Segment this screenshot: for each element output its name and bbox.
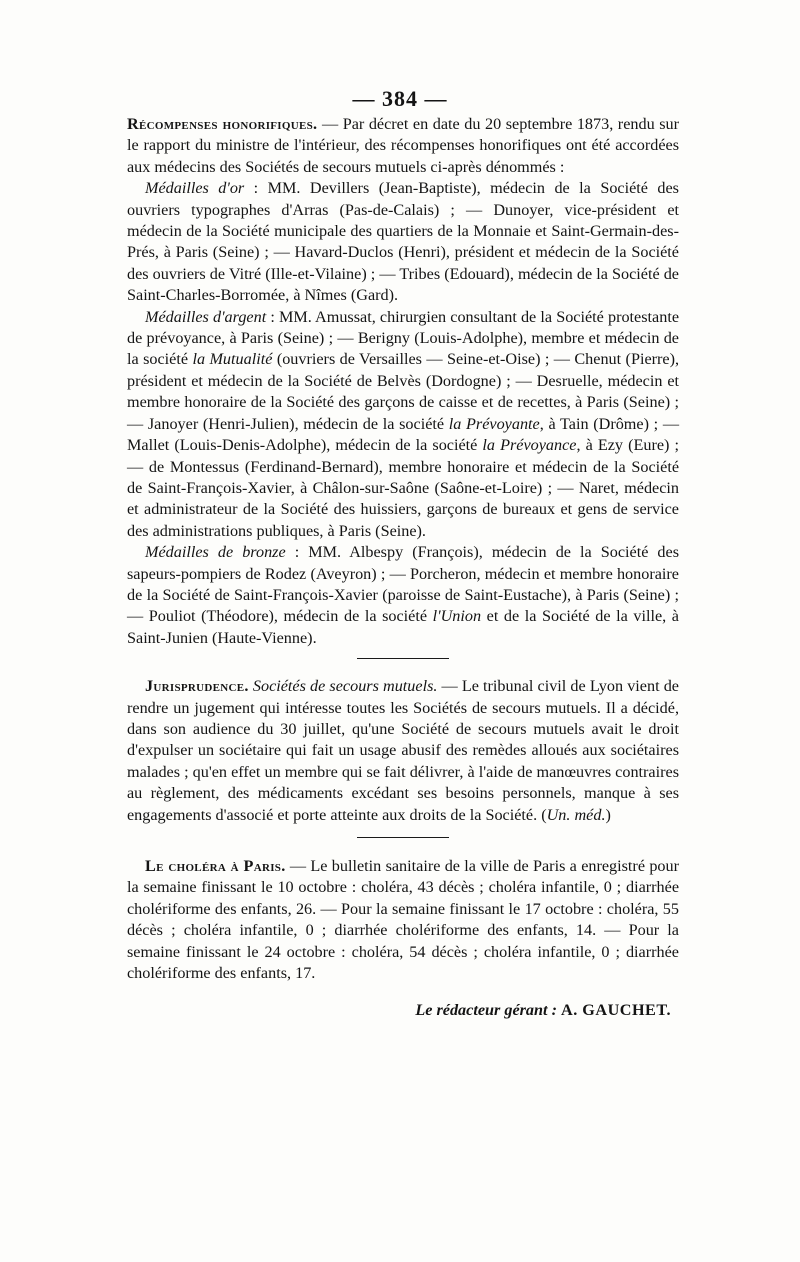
section-recompenses: [127, 114, 679, 649]
jurisprudence-paragraph: [127, 676, 679, 826]
society-name-prevoyance: la Prévoyance: [482, 436, 577, 455]
medailles-argent-text-3: , à Tain (Drôme) ; — Mallet (Louis-Denis-Adolphe), médecin de la société: [127, 414, 680, 455]
section-divider: [357, 837, 449, 838]
medailles-argent-text-4: , à Ezy (Eure) ; — de Montessus (Ferdinand-Bernard), membre honoraire et médecin de la Société de Saint-François-Xavier, à Châlon-sur-Saône (Saône-et-Loire) ; — Naret, médecin et administrateur de la Société des huissiers, garçons de bureaux et gens de service des administrations publiques, à Paris (Seine).: [127, 436, 680, 540]
jurisprudence-text: — Le tribunal civil de Lyon vient de rendre un jugement qui intéresse toutes les Sociétés de secours mutuels. Il a décidé, dans son audience du 30 juillet, qu'une Société de secours mutuels avait le droit d'expulser un sociétaire qui fait un usage abusif des remèdes alloués aux sociétaires malades ; qu'en effet un membre qui se fait délivrer, à l'aide de manœuvres contraires au règlement, des médicaments excédant ses besoins personnels, manque à ses engagements d'associé et porte atteinte aux droits de la Société. (: [127, 677, 679, 824]
cholera-text: — Le bulletin sanitaire de la ville de Paris a enregistré pour la semaine finissant le 10 octobre : choléra, 43 décès ; choléra infantile, 0 ; diarrhée cholériforme des enfants, 26. — Pour la semaine finissant le 17 octobre : choléra, 55 décès ; choléra infantile, 0 ; diarrhée cholériforme des enfants, 14. — Pour la semaine finissant le 24 octobre : choléra, 54 décès ; choléra infantile, 0 ; diarrhée cholériforme des enfants, 17.: [127, 857, 679, 983]
cholera-paragraph: [127, 856, 679, 984]
section-cholera: [127, 856, 679, 984]
society-name-union: l'Union: [432, 607, 482, 626]
section-divider: [357, 658, 449, 659]
medailles-bronze-text-1: : MM. Albespy (François), médecin de la Société des sapeurs-pompiers de Rodez (Aveyron) ; — Porcheron, médecin et membre honoraire de la Société de Saint-François-Xavier (paroisse de Saint-Eustache), à Paris (Seine) ; — Pouliot (Théodore), médecin de la société: [127, 543, 679, 626]
medailles-bronze-text-2: et de la Société de la ville, à Saint-Junien (Haute-Vienne).: [127, 607, 679, 647]
medailles-argent-paragraph: [127, 307, 679, 542]
medailles-bronze-label: Médailles de bronze: [145, 543, 286, 562]
section-heading-cholera: Le choléra à Paris.: [145, 857, 286, 875]
section-heading-recompenses: Récompenses honorifiques.: [127, 115, 318, 133]
jurisprudence-source: Un. méd.: [546, 805, 606, 824]
signature: [127, 1000, 679, 1021]
signature-name: A. GAUCHET.: [561, 1001, 671, 1020]
society-name-mutualite: la Mutualité: [192, 350, 273, 369]
medailles-or-label: Médailles d'or: [145, 179, 245, 198]
medailles-argent-text-1: : MM. Amussat, chirurgien consultant de la Société protestante de prévoyance, à Paris (Seine) ; — Berigny (Louis-Adolphe), membre et médecin de la société: [127, 307, 679, 369]
medailles-argent-label: Médailles d'argent: [145, 307, 267, 326]
medailles-argent-text-2: (ouvriers de Versailles — Seine-et-Oise) ; — Chenut (Pierre), président et médecin de la Société de Belvès (Dordogne) ; — Desruelle, médecin et membre honoraire de la Société des garçons de caisse et de recettes, à Paris (Seine) ; — Janoyer (Henri-Julien), médecin de la société: [127, 350, 680, 433]
jurisprudence-subtitle: Sociétés de secours mutuels.: [252, 677, 438, 696]
text-column: [127, 114, 679, 1021]
recompenses-intro-paragraph: [127, 114, 679, 178]
recompenses-intro-text: — Par décret en date du 20 septembre 1873, rendu sur le rapport du ministre de l'intérieur, des récompenses honorifiques ont été accordées aux médecins des Sociétés de secours mutuels ci-après dénommés :: [127, 115, 680, 176]
signature-label: Le rédacteur gérant :: [415, 1001, 557, 1020]
medailles-or-paragraph: [127, 178, 679, 306]
society-name-prevoyante: la Prévoyante: [448, 414, 540, 433]
page-number: — 384 —: [352, 86, 448, 111]
medailles-bronze-paragraph: [127, 542, 679, 649]
section-heading-jurisprudence: Jurisprudence.: [145, 677, 249, 696]
jurisprudence-close: ): [605, 805, 611, 824]
medailles-or-text: : MM. Devillers (Jean-Baptiste), médecin de la Société des ouvriers typographes d'Arras (Pas-de-Calais) ; — Dunoyer, vice-président et médecin de la Société municipale des quartiers de la Monnaie et Saint-Germain-des-Prés, à Paris (Seine) ; — Havard-Duclos (Henri), président et médecin de la Société des ouvriers de Vitré (Ille-et-Vilaine) ; — Tribes (Edouard), médecin de la Société de Saint-Charles-Borromée, à Nîmes (Gard).: [127, 179, 679, 305]
section-jurisprudence: [127, 676, 679, 826]
